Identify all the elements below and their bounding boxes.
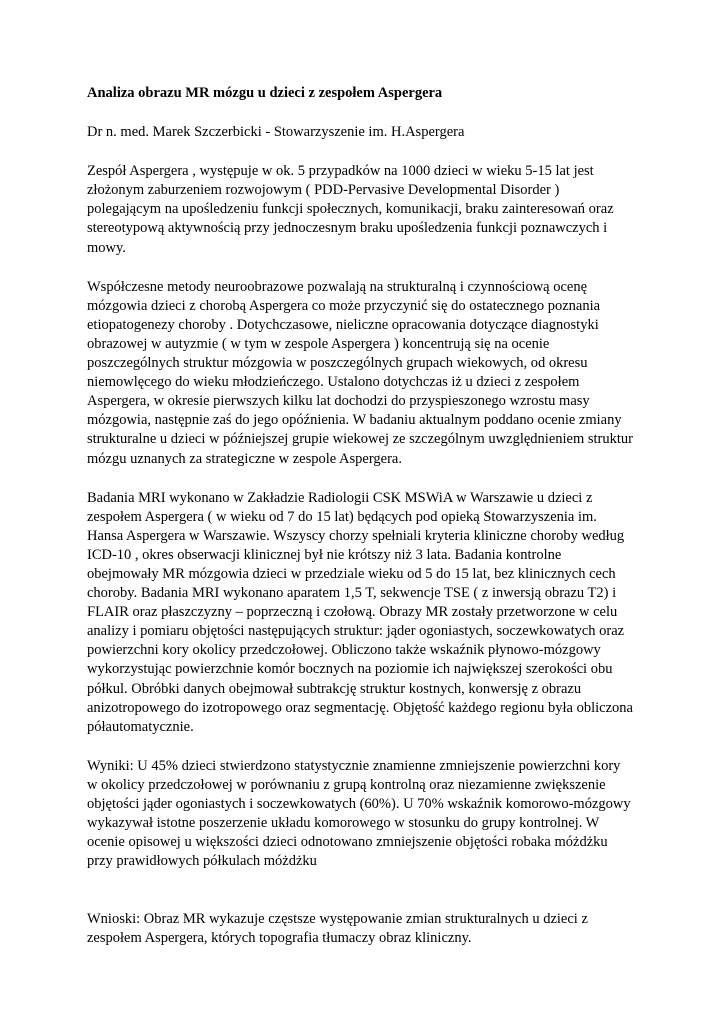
text-line: niemowlęcego do wieku młodzieńczego. Ustalono dotychczas iż u dzieci z zespołem [87, 374, 580, 391]
text-line: ICD-10 , okres obserwacji klinicznej był nie krótszy niż 3 lata. Badania kontrolne [87, 546, 562, 563]
text-line: Badania MRI wykonano w Zakładzie Radiologii CSK MSWiA w Warszawie u dzieci z [87, 489, 593, 506]
text-line: półkul. Obróbki danych obejmował subtrakcję struktur kostnych, konwersję z obrazu [87, 680, 582, 697]
text-line: FLAIR oraz płaszczyzny – poprzeczną i czołową. Obrazy MR zostały przetworzone w celu [87, 604, 618, 621]
text-line: przy prawidłowych półkulach móżdżku [87, 853, 317, 870]
paragraph [87, 489, 647, 737]
text-line: strukturalne u dzieci w późniejszej grupie wiekowej ze szczególnym uwzględnieniem struktur [87, 431, 633, 448]
text-line: stereotypową aktywnością przy jednoczesnym braku upośledzenia funkcji poznawczych i [87, 220, 608, 237]
text-line: w okolicy przedczołowej w porównaniu z grupą kontrolną oraz niezamienne zwiększenie [87, 776, 606, 793]
text-line: anizotropowego do izotropowego oraz segmentację. Objętość każdego regionu była obliczona [87, 699, 633, 716]
paragraph [87, 162, 647, 257]
text-line: Wyniki: U 45% dzieci stwierdzono statystycznie znamienne zmniejszenie powierzchni kory [87, 757, 621, 774]
document-page [87, 84, 647, 949]
text-line: Współczesne metody neuroobrazowe pozwalają na strukturalną i czynnościową ocenę [87, 278, 588, 295]
text-line: zespołem Aspergera, których topografia tłumaczy obraz kliniczny. [87, 930, 472, 947]
text-line: mózgu uznanych za strategiczne w zespole Aspergera. [87, 450, 402, 467]
text-line: półautomatycznie. [87, 718, 194, 735]
text-line: powierzchni kory okolicy przedczołowej. Obliczono także wskaźnik płynowo-mózgowy [87, 642, 601, 659]
text-line: Aspergera, w okresie pierwszych kilku lat dochodzi do przyspieszonego wzrostu masy [87, 393, 590, 410]
paragraph [87, 910, 647, 948]
text-line: ocenie opisowej u większości dzieci odnotowano zmniejszenie objętości robaka móżdżku [87, 834, 608, 851]
text-line: wykorzystując powierzchnie komór bocznych na poziomie ich największej szerokości obu [87, 661, 613, 678]
text-line: Wnioski: Obraz MR wykazuje częstsze występowanie zmian strukturalnych u dzieci z [87, 911, 588, 928]
text-line: choroby. Badania MRI wykonano aparatem 1,5 T, sekwencje TSE ( z inwersją obrazu T2) i [87, 585, 617, 602]
paragraph [87, 757, 647, 872]
document-body [87, 162, 647, 948]
text-line: obrazowej w autyzmie ( w tym w zespole Aspergera ) koncentrują się na ocenie [87, 335, 550, 352]
document-title: Analiza obrazu MR mózgu u dzieci z zespołem Aspergera [87, 85, 443, 101]
text-line: obejmowały MR mózgowia dzieci w przedziale wieku od 5 do 15 lat, bez klinicznych cech [87, 565, 616, 582]
text-line: mózgowia dzieci z chorobą Aspergera co może przyczynić się do ostatecznego poznania [87, 297, 601, 314]
text-line: etiopatogenezy choroby . Dotychczasowe, nieliczne opracowania dotyczące diagnostyki [87, 316, 599, 333]
text-line: zespołem Aspergera ( w wieku od 7 do 15 lat) będących pod opieką Stowarzyszenia im. [87, 508, 597, 525]
text-line: złożonym zaburzeniem rozwojowym ( PDD-Pervasive Developmental Disorder ) [87, 182, 560, 199]
text-line: poszczególnych struktur mózgowia w poszczególnych grupach wiekowych, od okresu [87, 355, 588, 372]
text-line: objętości jąder ogoniastych i soczewkowatych (60%). U 70% wskaźnik komorowo-mózgowy [87, 796, 631, 812]
text-line: mózgowia, następnie zaś do jego opóźnienia. W badaniu aktualnym poddano ocenie zmiany [87, 412, 622, 429]
text-line: analizy i pomiaru objętości następujących struktur: jąder ogoniastych, soczewkowatych oraz [87, 623, 625, 640]
author-line: Dr n. med. Marek Szczerbicki - Stowarzyszenie im. H.Aspergera [87, 124, 465, 141]
text-line: polegającym na upośledzeniu funkcji społecznych, komunikacji, braku zainteresowań oraz [87, 201, 614, 218]
text-line: Zespół Aspergera , występuje w ok. 5 przypadków na 1000 dzieci w wieku 5-15 lat jest [87, 163, 594, 180]
text-line: mowy. [87, 239, 126, 256]
paragraph [87, 278, 647, 469]
text-line: Hansa Aspergera w Warszawie. Wszyscy chorzy spełniali kryteria kliniczne choroby według [87, 527, 625, 544]
text-line: wykazywał istotne poszerzenie układu komorowego w stosunku do grupy kontrolnej. W [87, 815, 600, 832]
